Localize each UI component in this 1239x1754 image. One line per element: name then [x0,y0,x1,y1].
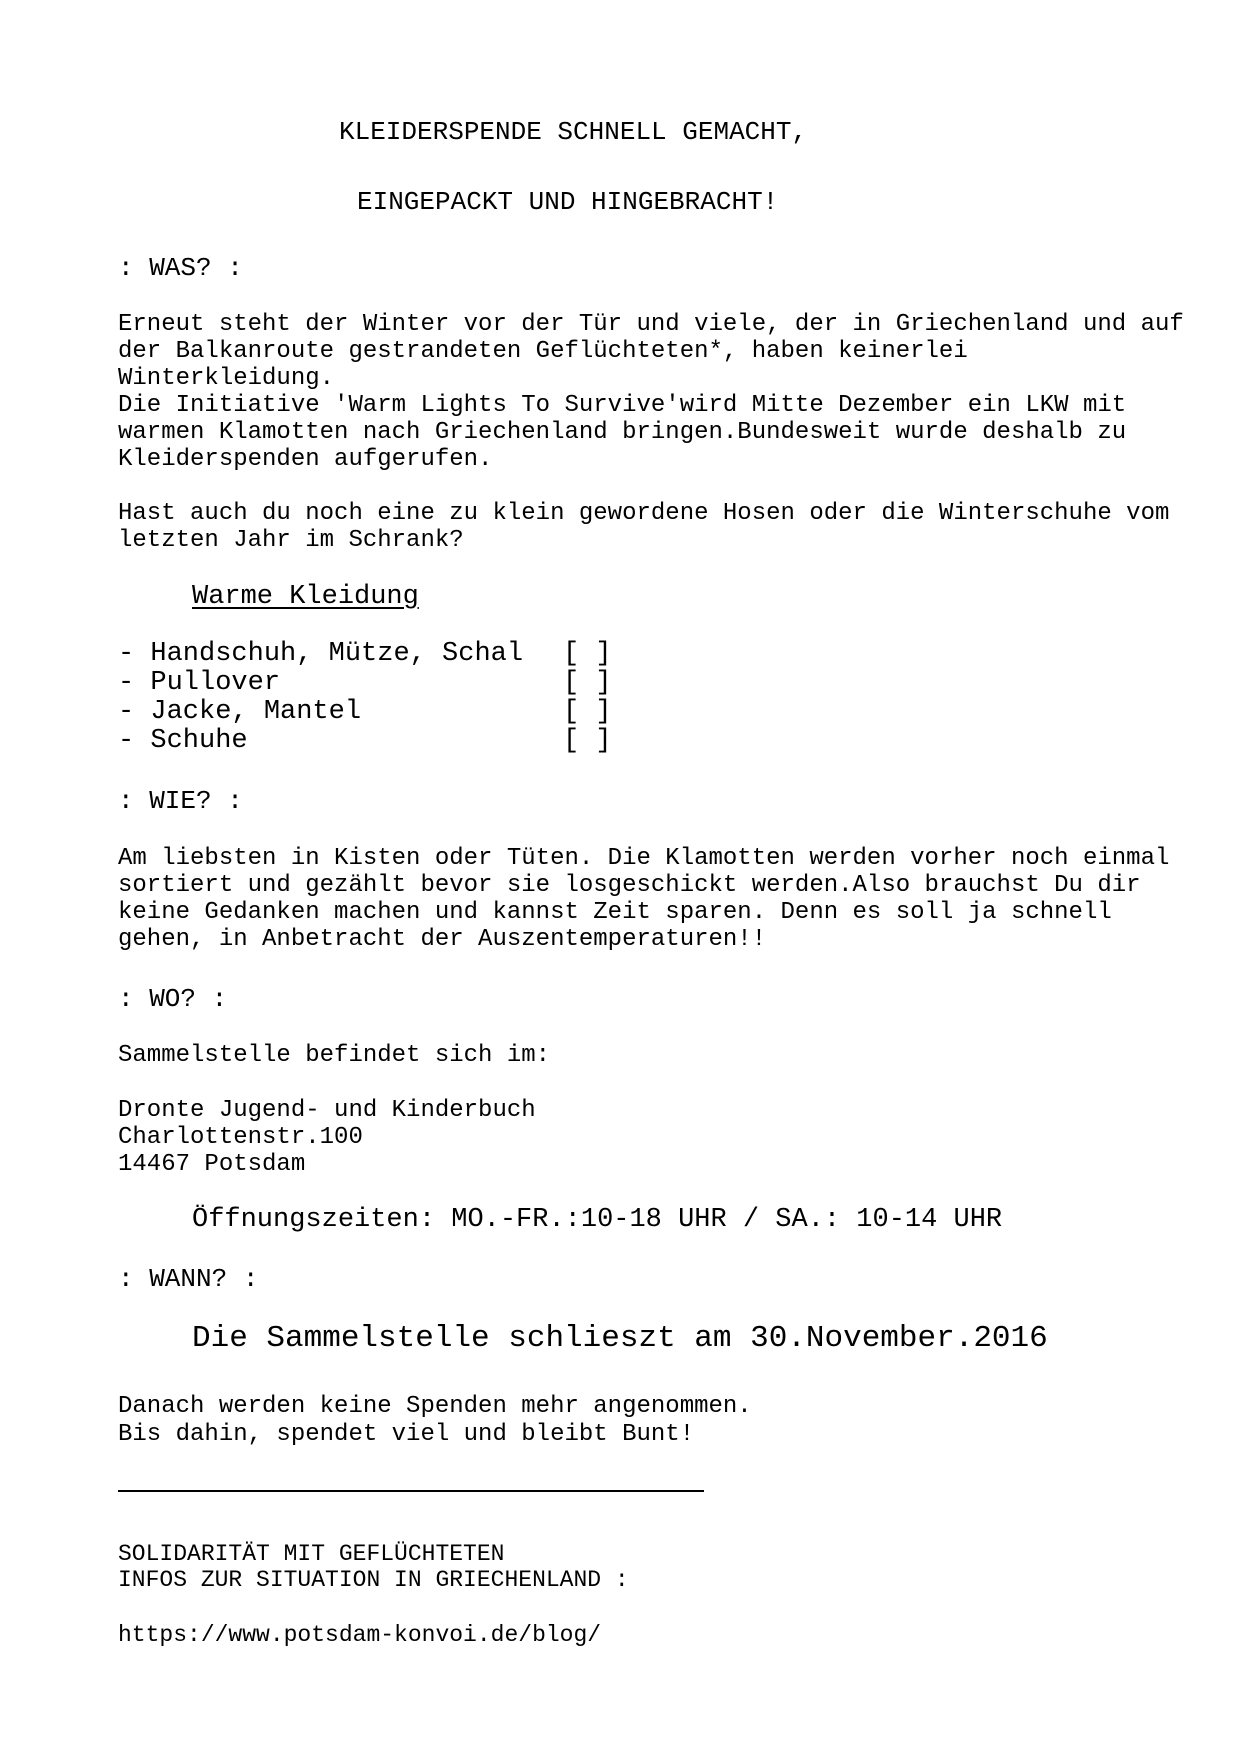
title-line-1: KLEIDERSPENDE SCHNELL GEMACHT, [339,117,808,147]
address-line: Dronte Jugend- und Kinderbuch [118,1097,536,1124]
section-heading-wann: : WANN? : [118,1264,259,1294]
was-paragraph-1-line: der Balkanroute gestrandeten Geflüchteten*, haben keinerlei [118,338,968,365]
closing-date-notice: Die Sammelstelle schlieszt am 30.November.2016 [192,1321,1048,1356]
checkbox[interactable]: [ ] [563,639,612,669]
section-heading-was: : WAS? : [118,253,243,283]
title-line-2: EINGEPACKT UND HINGEBRACHT! [357,187,779,217]
wie-paragraph-line: Am liebsten in Kisten oder Tüten. Die Klamotten werden vorher noch einmal [118,845,1170,872]
wie-paragraph-line: sortiert und gezählt bevor sie losgeschickt werden.Also brauchst Du dir [118,872,1141,899]
opening-hours: Öffnungszeiten: MO.-FR.:10-18 UHR / SA.: 10-14 UHR [192,1205,1003,1235]
was-paragraph-1-line: Winterkleidung. [118,365,335,392]
address-line: Charlottenstr.100 [118,1124,363,1151]
was-paragraph-2-line: letzten Jahr im Schrank? [118,527,464,554]
checklist-item-label: - Schuhe [118,726,248,756]
checklist-item-label: - Pullover [118,668,281,698]
checklist-item-label: - Handschuh, Mütze, Schal [118,639,524,669]
footer-solidarity: SOLIDARITÄT MIT GEFLÜCHTETEN [118,1541,505,1567]
address-line: 14467 Potsdam [118,1151,306,1178]
footer-info: INFOS ZUR SITUATION IN GRIECHENLAND : [118,1567,629,1593]
was-paragraph-2-line: Hast auch du noch eine zu klein gewordene Hosen oder die Winterschuhe vom [118,500,1170,527]
divider [118,1490,704,1492]
checkbox[interactable]: [ ] [563,726,612,756]
checklist-heading: Warme Kleidung [192,582,419,612]
after-closing-line: Bis dahin, spendet viel und bleibt Bunt! [118,1421,695,1448]
was-paragraph-1-line: Erneut steht der Winter vor der Tür und viele, der in Griechenland und auf [118,311,1184,338]
wo-intro: Sammelstelle befindet sich im: [118,1042,551,1069]
checklist-item-label: - Jacke, Mantel [118,697,362,727]
section-heading-wie: : WIE? : [118,786,243,816]
checkbox[interactable]: [ ] [563,668,612,698]
was-paragraph-1-line: warmen Klamotten nach Griechenland bringen.Bundesweit wurde deshalb zu [118,419,1127,446]
wie-paragraph-line: gehen, in Anbetracht der Auszentemperaturen!! [118,926,767,953]
section-heading-wo: : WO? : [118,984,228,1014]
after-closing-line: Danach werden keine Spenden mehr angenommen. [118,1393,752,1420]
was-paragraph-1-line: Die Initiative 'Warm Lights To Survive'wird Mitte Dezember ein LKW mit [118,392,1127,419]
wie-paragraph-line: keine Gedanken machen und kannst Zeit sparen. Denn es soll ja schnell [118,899,1112,926]
was-paragraph-1-line: Kleiderspenden aufgerufen. [118,446,493,473]
checkbox[interactable]: [ ] [563,697,612,727]
blog-link[interactable]: https://www.potsdam-konvoi.de/blog/ [118,1622,602,1648]
